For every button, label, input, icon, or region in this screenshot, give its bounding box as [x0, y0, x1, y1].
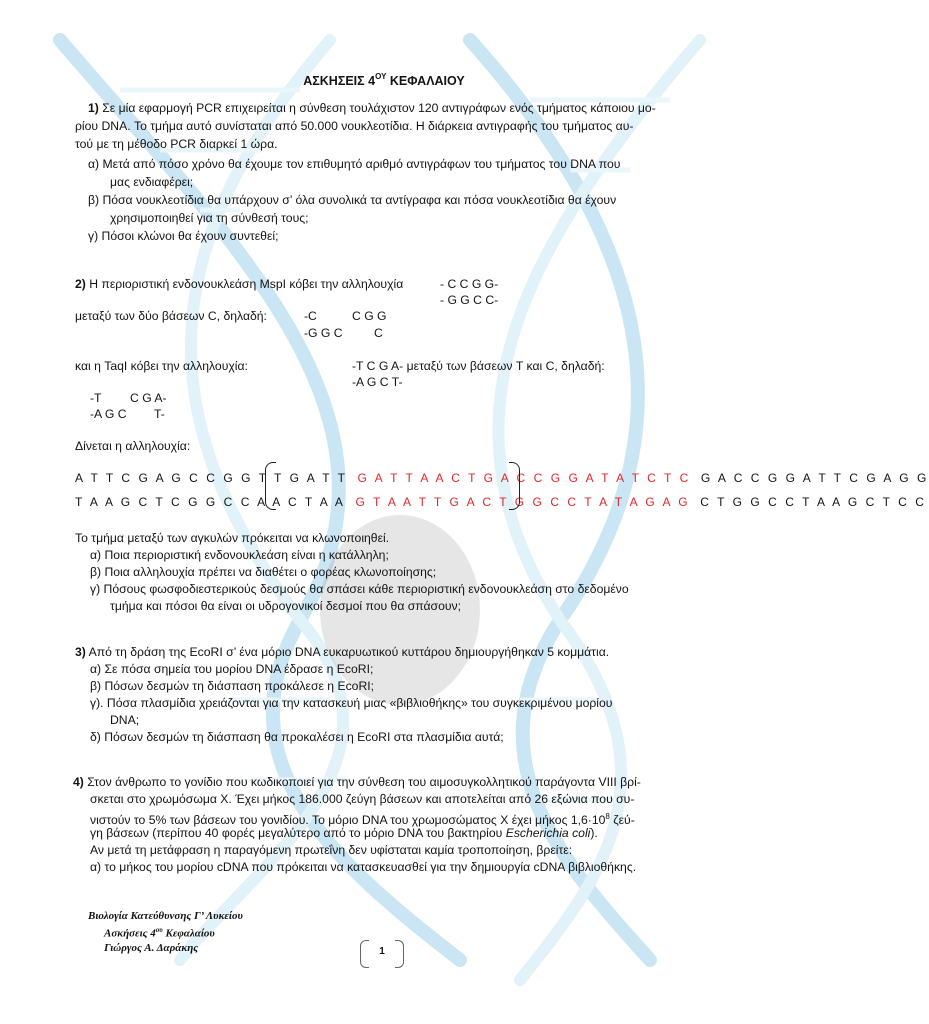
sequence-bottom-strand: T A A G C T C G G C C A A C T A A G T A A T T G A C T G G C C T A T A G A G C T G G C C T A A G C T C C [75, 495, 927, 509]
page-number: 1 [379, 946, 385, 957]
exercise-4-question-a: α) το μήκος του μορίου cDNA που πρόκειται να κατασκευασθεί για την δημιουργία cDNA βιβλιοθήκης. [90, 860, 637, 874]
exercise-2-question-c: γ) Πόσους φωσφοδιεστερικούς δεσμούς θα σπάσει κάθε περιοριστική ενδονουκλεάση στο δεδομένο [90, 582, 629, 596]
taqi-cut-bottom-right: T- [154, 407, 165, 421]
exercise-1-question-b: β) Πόσα νουκλεοτίδια θα υπάρχουν σ’ όλα συνολικά τα αντίγραφα και πόσα νουκλεοτίδια θα έχουν [88, 193, 617, 207]
given-sequence-label: Δίνεται η αλληλουχία: [75, 439, 191, 453]
exercise-4-line-4: γη βάσεων (περίπου 40 φορές μεγαλύτερο από το μόριο DNA του βακτηρίου Escherichia coli). [90, 826, 598, 840]
exercise-4-line-1: 4) Στον άνθρωπο το γονίδιο που κωδικοποιεί για την σύνθεση του αιμοσυγκολλητικού παράγοντα VIII βρί- [73, 775, 641, 789]
taqi-cut-top-right: C G A- [130, 391, 167, 405]
exercise-4-line-5: Αν μετά τη μετάφραση η παραγόμενη πρωτεΐνη δεν υφίσταται καμία τροποποίηση, βρείτε: [90, 843, 573, 857]
mspi-cut-bottom-right: C [374, 326, 383, 340]
mspi-cut-top-left: -C [304, 309, 317, 323]
exercise-1-question-c: γ) Πόσοι κλώνοι θα έχουν συντεθεί; [88, 229, 279, 243]
mspi-cut-description: μεταξύ των δύο βάσεων C, δηλαδή: [75, 309, 267, 323]
exercise-3-question-a: α) Σε πόσα σημεία του μορίου DNA έδρασε η EcoRI; [90, 662, 374, 676]
exercise-1-question-a: α) Μετά από πόσο χρόνο θα έχουμε τον επιθυμητό αριθμό αντιγράφων του τμήματος του DNA που [88, 157, 621, 171]
mspi-cut-bottom-left: -G G C [304, 326, 343, 340]
mspi-cut-top-right: C G G [352, 309, 387, 323]
page-title: ΑΣΚΗΣΕΙΣ $4^{O\Upsilon}$ ΚΕΦΑΛΑΙΟΥ [303, 72, 465, 88]
exercise-2-intro: 2) Η περιοριστική ενδονουκλεάση MspI κόβει την αλληλουχία [75, 277, 404, 291]
mspi-site-top: - C C G G- [440, 277, 499, 291]
exercise-4-line-3: νιστούν το 5% των βάσεων του γονιδίου. Το μόριο DNA του χρωμοσώματος Χ έχει μήκος $1,6\cdot 10^8$ ζεύ- [90, 812, 635, 828]
exercise-1-line-1: 1) Σε μία εφαρμογή PCR επιχειρείται η σύνθεση τουλάχιστον 120 αντιγράφων ενός τμήματος κάποιου μο- [88, 101, 656, 115]
footer-chapter: Ασκήσεις $4^{o\upsilon}$ Κεφαλαίου [104, 926, 215, 940]
exercise-1-question-a-cont: μας ενδιαφέρει; [110, 175, 194, 189]
exercise-3-question-c-cont: DNA; [110, 713, 140, 727]
taqi-cut-bottom-left: -A G C [90, 407, 127, 421]
taqi-site-bottom: -A G C T- [352, 375, 403, 389]
clone-bracket-left [265, 462, 276, 510]
exercise-3-question-b: β) Πόσων δεσμών τη διάσπαση προκάλεσε η EcoRI; [90, 679, 375, 693]
exercise-3-intro: 3) Από τη δράση της EcoRI σ’ ένα μόριο DNA ευκαρυωτικού κυττάρου δημιουργήθηκαν 5 κομμάτια. [75, 645, 610, 659]
footer-author: Γιώργος Α. Δαράκης [104, 942, 199, 954]
exercise-2-question-c-cont: τμήμα και πόσοι θα είναι οι υδρογονικοί δεσμοί που θα σπάσουν; [110, 599, 461, 613]
footer-course: Βιολογία Κατεύθυνσης Γ’ Λυκείου [88, 910, 243, 922]
sequence-bottom-insert: G T A A T T G A C T G G C C T A T A G A G [355, 495, 691, 509]
exercise-1-line-2: ρίου DNA. Το τμήμα αυτό συνίσταται από 50.000 νουκλεοτίδια. Η διάρκεια αντιγραφής του τμήματος αυ- [75, 119, 634, 133]
taqi-cut-top-left: -T [90, 391, 102, 405]
taqi-site-top: -T C G A- μεταξύ των βάσεων T και C, δηλαδή: [352, 359, 605, 373]
sequence-top-insert: G A T T A A C T G A C C G G A T A T C T C [357, 471, 691, 485]
sequence-top-strand: A T T C G A G C C G G T T G A T T G A T T A A C T G A C C G G A T A T C T C G A C C G G A T T C G A G G [75, 471, 929, 485]
exercise-4-line-2: σκεται στο χρωμόσωμα Χ. Έχει μήκος 186.000 ζεύγη βάσεων και αποτελείται από 26 εξώνια που συ- [90, 792, 635, 806]
exercise-2-question-b: β) Ποια αλληλουχία πρέπει να διαθέτει ο φορέας κλωνοποίησης; [90, 565, 437, 579]
exercise-3-question-d: δ) Πόσων δεσμών τη διάσπαση θα προκαλέσει η EcoRI στα πλασμίδια αυτά; [90, 730, 504, 744]
exercise-1-question-b-cont: χρησιμοποιηθεί για τη σύνθεσή τους; [110, 211, 309, 225]
exercise-2-question-a: α) Ποια περιοριστική ενδονουκλεάση είναι η κατάλληλη; [90, 548, 389, 562]
clone-note: Το τμήμα μεταξύ των αγκυλών πρόκειται να κλωνοποιηθεί. [75, 531, 390, 545]
clone-bracket-right [509, 462, 520, 510]
taqi-intro: και η TaqI κόβει την αλληλουχία: [75, 359, 248, 373]
exercise-3-question-c: γ). Πόσα πλασμίδια χρειάζονται για την κατασκευή μιας «βιβλιοθήκης» του συγκεκριμένου μορίου [90, 696, 613, 710]
page-number-box [360, 940, 404, 968]
exercise-1-line-3: τού με τη μέθοδο PCR διαρκεί 1 ώρα. [75, 137, 278, 151]
mspi-site-bottom: - G G C C- [440, 293, 499, 307]
